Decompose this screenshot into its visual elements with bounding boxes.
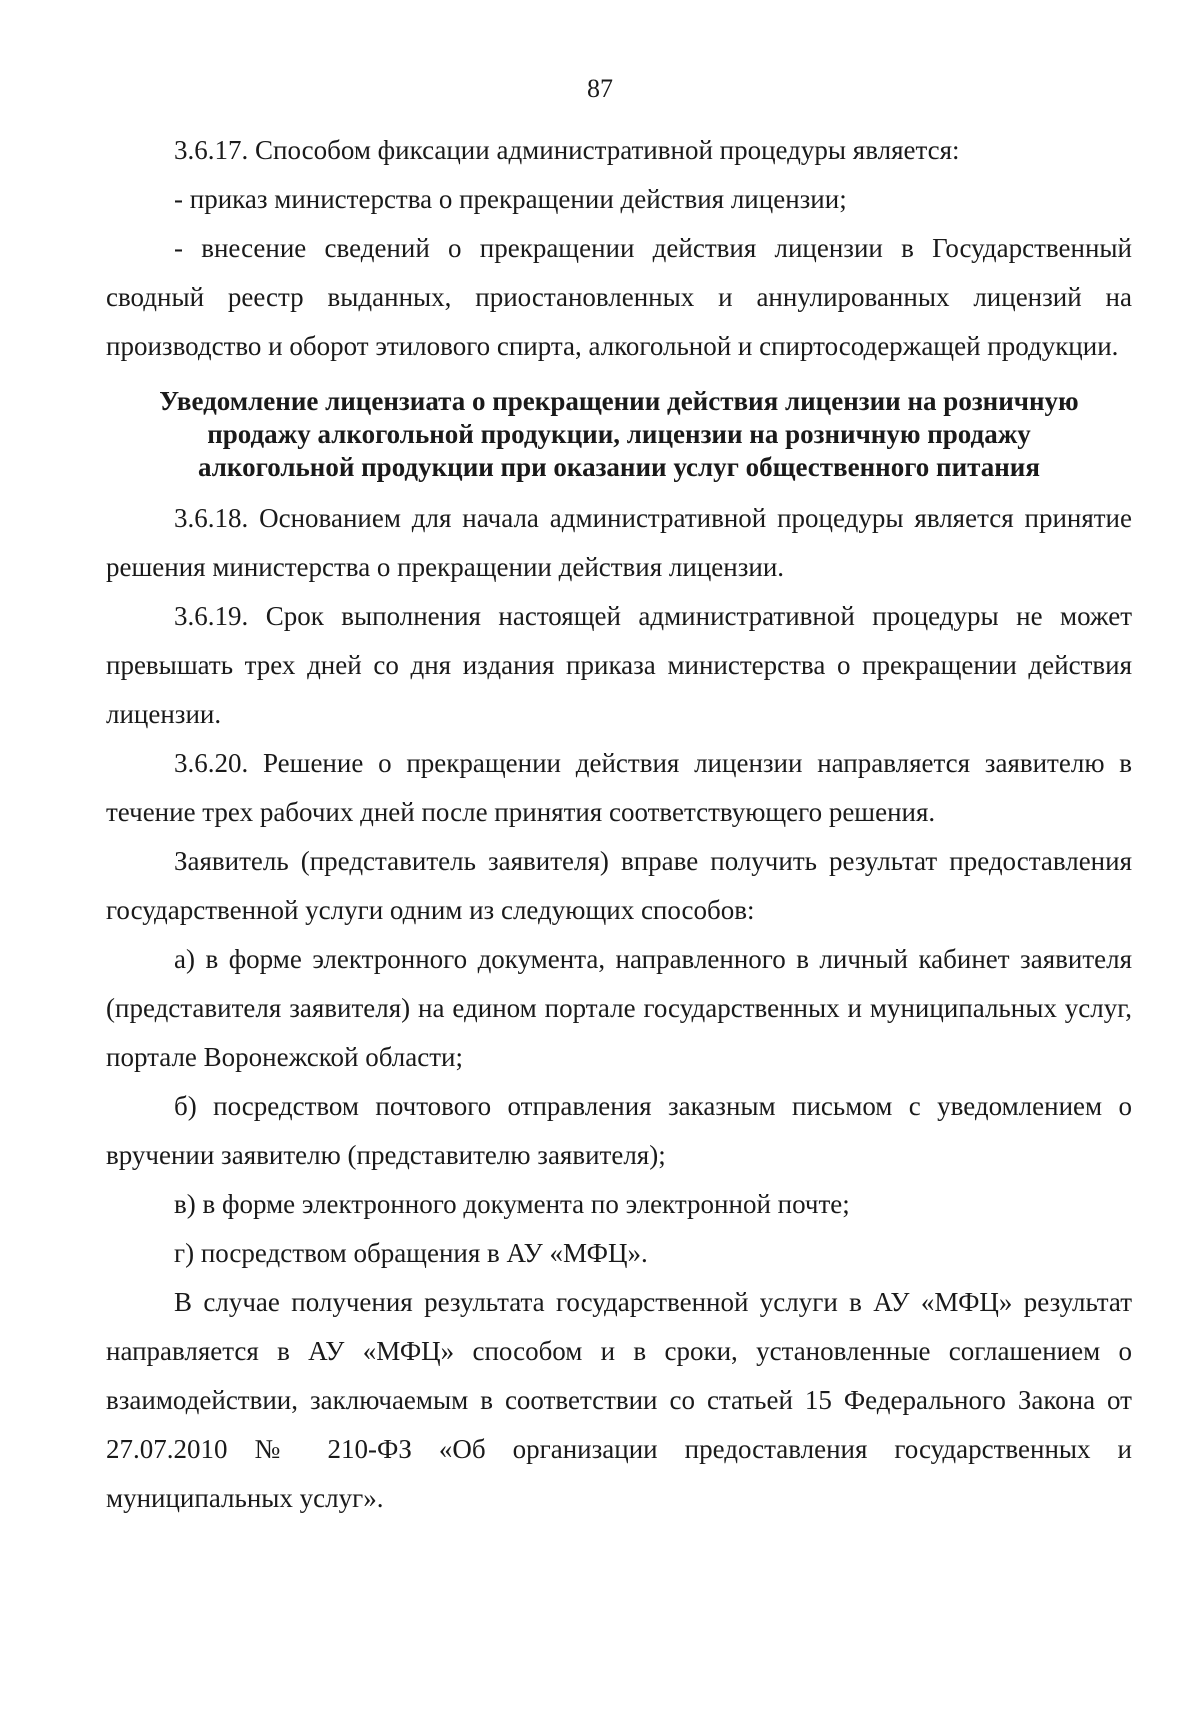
list-item-g: г) посредством обращения в АУ «МФЦ». [174, 1238, 648, 1268]
paragraph-3-6-18: 3.6.18. Основанием для начала административной процедуры является принятие решения министерства о прекращении действия лицензии. [106, 503, 1132, 582]
document-body [106, 126, 1132, 1523]
paragraph-3-6-19: 3.6.19. Срок выполнения настоящей административной процедуры не может превышать трех дней со дня издания приказа министерства о прекращении действия лицензии. [106, 601, 1132, 729]
section-heading: Уведомление лицензиата о прекращении действия лицензии на розничную продажу алкогольной продукции, лицензии на розничную продажу алкогольной продукции при оказании услуг общественного питания [159, 386, 1079, 482]
paragraph-3-6-20: 3.6.20. Решение о прекращении действия лицензии направляется заявителю в течение трех рабочих дней после принятия соответствующего решения. [106, 748, 1132, 827]
list-item-registry: - внесение сведений о прекращении действия лицензии в Государственный сводный реестр выданных, приостановленных и аннулированных лицензий на производство и оборот этилового спирта, алкогольной и спиртосодержащей продукции. [106, 233, 1132, 361]
list-item-b: б) посредством почтового отправления заказным письмом с уведомлением о вручении заявителю (представителю заявителя); [106, 1091, 1132, 1170]
paragraph-3-6-17: 3.6.17. Способом фиксации административной процедуры является: [174, 135, 960, 165]
list-item-v: в) в форме электронного документа по электронной почте; [174, 1189, 850, 1219]
list-item-a: а) в форме электронного документа, направленного в личный кабинет заявителя (представителя заявителя) на едином портале государственных и муниципальных услуг, портале Воронежской области; [106, 944, 1132, 1072]
paragraph-applicant-options: Заявитель (представитель заявителя) вправе получить результат предоставления государственной услуги одним из следующих способов: [106, 846, 1132, 925]
page-number: 87 [587, 74, 613, 103]
paragraph-mfc: В случае получения результата государственной услуги в АУ «МФЦ» результат направляется в АУ «МФЦ» способом и в сроки, установленные соглашением о взаимодействии, заключаемым в соответствии со статьей 15 Федерального Закона от 27.07.2010 № 210-ФЗ «Об организации предоставления государственных и муниципальных услуг». [106, 1287, 1132, 1513]
list-item-order: - приказ министерства о прекращении действия лицензии; [174, 184, 847, 214]
